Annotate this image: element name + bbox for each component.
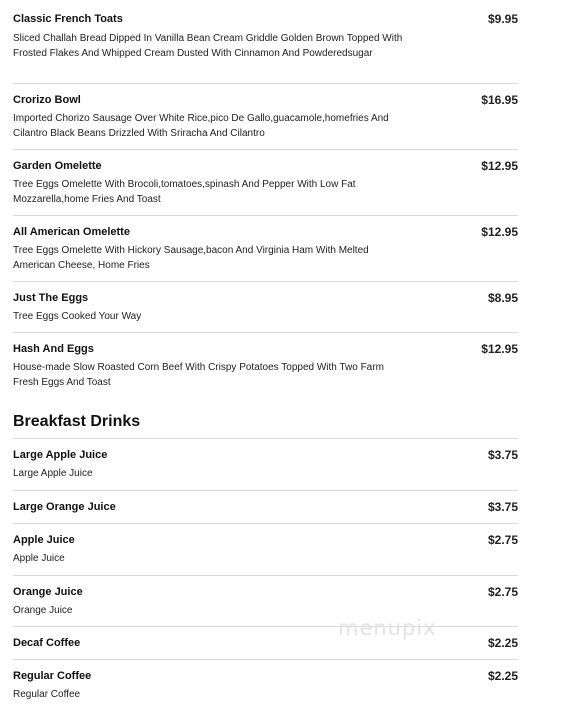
menu-item-price: $16.95 (481, 93, 518, 107)
menu-item-name: Just The Eggs (13, 292, 89, 304)
watermark-logo: menupix (338, 616, 437, 640)
menu-item-description: Tree Eggs Omelette With Hickory Sausage,bacon And Virginia Ham With Melted American Cheese, Home Fries (13, 245, 369, 271)
menu-item-description: Regular Coffee (13, 689, 81, 700)
menu-item-price: $12.95 (481, 225, 518, 239)
menu-item-price: $12.95 (481, 342, 518, 356)
menu-item (13, 216, 518, 282)
menu-item (13, 660, 518, 718)
menu-item-name: Crorizo Bowl (13, 94, 81, 106)
menu-item-price: $2.75 (487, 533, 518, 547)
menu-item-name: Regular Coffee (13, 670, 92, 682)
menu-item-name: Decaf Coffee (13, 637, 81, 649)
menu-item (13, 627, 518, 660)
menu-item-price: $2.75 (487, 585, 518, 599)
menu-item (13, 439, 518, 491)
menu-item-description: Orange Juice (13, 605, 73, 616)
menu-item-price: $8.95 (487, 291, 518, 305)
menu-item (13, 491, 518, 524)
menu-item-price: $3.75 (487, 448, 518, 462)
menu-item-description: Tree Eggs Cooked Your Way (13, 311, 142, 322)
menu-item-name: Garden Omelette (13, 160, 102, 172)
menu-item (13, 576, 518, 627)
section-title: Breakfast Drinks (13, 413, 141, 430)
menu-item-name: Large Apple Juice (13, 449, 108, 461)
menu-item (13, 524, 518, 576)
menu-item-description: Large Apple Juice (13, 468, 93, 479)
menu-item-name: Classic French Toats (13, 13, 123, 25)
menu-item-name: Apple Juice (13, 534, 75, 546)
menu-item-price: $9.95 (487, 12, 518, 26)
menu-section-main (13, 0, 518, 403)
menu-item-name: All American Omelette (13, 226, 130, 238)
menu-item-name: Hash And Eggs (13, 343, 94, 355)
menu-item (13, 333, 518, 403)
menu-item (13, 150, 518, 216)
menu-item (13, 84, 518, 150)
menu-item (13, 0, 518, 84)
menu-item-price: $3.75 (487, 500, 518, 514)
menu-item-description: Imported Chorizo Sausage Over White Rice,pico De Gallo,guacamole,homefries And Cilantro Black Beans Drizzled With Sriracha And Cilantro (13, 113, 389, 139)
menu-item-description: Apple Juice (13, 553, 65, 564)
menu-item-price: $2.25 (487, 669, 518, 683)
menu-item-description: House-made Slow Roasted Corn Beef With Crispy Potatoes Topped With Two Farm Fresh Eggs And Toast (13, 362, 384, 388)
menu-item-description: Tree Eggs Omelette With Brocoli,tomatoes,spinash And Pepper With Low Fat Mozzarella,home Fries And Toast (13, 179, 356, 205)
menu-item (13, 282, 518, 333)
menu-item-price: $2.25 (487, 636, 518, 650)
menu-item-price: $12.95 (481, 159, 518, 173)
menu-item-name: Orange Juice (13, 586, 83, 598)
menu-item-name: Large Orange Juice (13, 501, 116, 513)
menu-section-breakfast-drinks (13, 438, 518, 718)
menu-item-description: Sliced Challah Bread Dipped In Vanilla Bean Cream Griddle Golden Brown Topped With Frosted Flakes And Whipped Cream Dusted With Cinnamon And Powderedsugar (13, 33, 403, 59)
